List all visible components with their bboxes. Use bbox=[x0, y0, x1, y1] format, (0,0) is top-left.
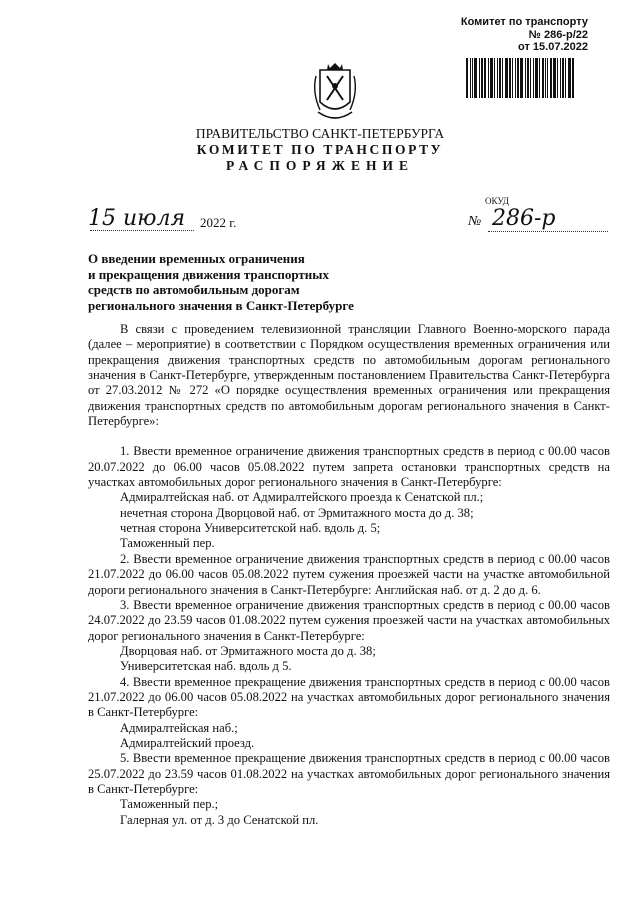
barcode-bar bbox=[545, 58, 546, 98]
barcode-bar bbox=[542, 58, 544, 98]
road-item: Дворцовая наб. от Эрмитажного моста до д. 38; bbox=[120, 643, 376, 658]
item-1-paragraph: 1. Ввести временное ограничение движения транспортных средств в период с 00.00 часов 20.07.2022 до 06.00 часов 05.08.2022 путем запрета остановки транспортных средств на участках автомобильных дорог регионального значения в Санкт-Петербурге: bbox=[88, 444, 610, 490]
road-item: Адмиралтейская наб.; bbox=[120, 720, 238, 735]
stamp-number: № 286-р/22 bbox=[528, 28, 588, 41]
stamp-committee: Комитет по транспорту bbox=[460, 16, 588, 28]
barcode-bar bbox=[550, 58, 552, 98]
barcode-bar bbox=[479, 58, 480, 98]
road-item: Таможенный пер. bbox=[120, 536, 215, 551]
item-3-paragraph: 3. Ввести временное ограничение движения транспортных средств в период с 00.00 часов 24.07.2022 до 23.59 часов 01.08.2022 путем сужения проезжей части на участках автомобильных дорог регионального значения в Санкт-Петербурге: bbox=[88, 597, 610, 643]
stamp-date: от 15.07.2022 bbox=[518, 41, 588, 53]
preamble-paragraph: В связи с проведением телевизионной трансляции Главного Военно-морского парада (далее – мероприятие) в соответствии с Порядком осуществления временных ограничения или прекращения движения транспортных средств по автомобильным дорогам регионального значения в Санкт-Петербурге, утвержденным постановлением Правительства Санкт-Петербурга от 27.03.2012 № 272 «О порядке осуществления временных ограничения или прекращения движения транспортных средств по автомобильным дорогам регионального значения в Санкт-Петербурге»: bbox=[88, 322, 610, 429]
item-5-paragraph: 5. Ввести временное прекращение движения транспортных средств в период с 00.00 часов 25.07.2022 до 23.59 часов 01.08.2022 на участках автомобильных дорог регионального значения в Санкт-Петербурге: bbox=[88, 751, 610, 796]
barcode-bar bbox=[525, 58, 526, 98]
barcode-bar bbox=[474, 58, 477, 98]
barcode-bar bbox=[553, 58, 556, 98]
barcode-bar bbox=[539, 58, 540, 98]
barcode-bar bbox=[572, 58, 574, 98]
registration-stamp bbox=[438, 16, 588, 54]
document-type: РАСПОРЯЖЕНИЕ bbox=[225, 158, 415, 173]
barcode-bar bbox=[499, 58, 501, 98]
barcode-bar bbox=[530, 58, 531, 98]
document-title bbox=[88, 251, 388, 313]
handwritten-number: 286-р bbox=[492, 206, 556, 231]
handwritten-date: 15 июля bbox=[88, 206, 186, 231]
barcode-bar bbox=[520, 58, 523, 98]
barcode-bar bbox=[481, 58, 483, 98]
barcode-bar bbox=[509, 58, 511, 98]
road-item: Галерная ул. от д. 3 до Сенатской пл. bbox=[120, 812, 319, 827]
document-body bbox=[88, 322, 610, 828]
barcode-bar bbox=[560, 58, 561, 98]
title-line: средств по автомобильным дорогам bbox=[88, 282, 300, 298]
barcode-bar bbox=[527, 58, 529, 98]
number-label: № bbox=[468, 214, 482, 229]
barcode-bar bbox=[533, 58, 534, 98]
road-item: Адмиралтейский проезд. bbox=[120, 735, 255, 750]
barcode-bar bbox=[568, 58, 571, 98]
committee-name: КОМИТЕТ ПО ТРАНСПОРТУ bbox=[196, 142, 444, 157]
barcode bbox=[466, 58, 584, 98]
coat-of-arms-icon bbox=[310, 62, 360, 124]
road-item: Адмиралтейская наб. от Адмиралтейского проезда к Сенатской пл.; bbox=[120, 490, 484, 505]
barcode-bar bbox=[505, 58, 508, 98]
barcode-bar bbox=[466, 58, 468, 98]
barcode-bar bbox=[484, 58, 486, 98]
barcode-bar bbox=[494, 58, 495, 98]
number-underline bbox=[488, 231, 608, 232]
barcode-bar bbox=[565, 58, 566, 98]
road-item: Университетская наб. вдоль д 5. bbox=[120, 659, 292, 674]
barcode-bar bbox=[488, 58, 489, 98]
barcode-bar bbox=[512, 58, 513, 98]
title-line: регионального значения в Санкт-Петербурге bbox=[88, 297, 354, 313]
road-item: нечетная сторона Дворцовой наб. от Эрмитажного моста до д. 38; bbox=[120, 505, 474, 520]
date-underline bbox=[90, 230, 194, 231]
road-item: Таможенный пер.; bbox=[120, 797, 219, 812]
barcode-bar bbox=[472, 58, 473, 98]
barcode-bar bbox=[490, 58, 493, 98]
title-line: и прекращения движения транспортных bbox=[88, 266, 329, 282]
item-4-paragraph: 4. Ввести временное прекращение движения транспортных средств в период с 00.00 часов 21.07.2022 до 06.00 часов 05.08.2022 на участках автомобильных дорог регионального значения в Санкт-Петербурге: bbox=[88, 674, 610, 720]
barcode-bar bbox=[562, 58, 564, 98]
barcode-bar bbox=[547, 58, 548, 98]
title-line: О введении временных ограничения bbox=[88, 251, 305, 266]
okud-label: ОКУД bbox=[485, 196, 509, 206]
barcode-bar bbox=[497, 58, 498, 98]
barcode-bar bbox=[470, 58, 471, 98]
barcode-bar bbox=[515, 58, 516, 98]
barcode-bar bbox=[535, 58, 538, 98]
barcode-bar bbox=[557, 58, 558, 98]
barcode-bar bbox=[502, 58, 503, 98]
road-item: четная сторона Университетской наб. вдоль д. 5; bbox=[120, 521, 381, 536]
document-year: 2022 г. bbox=[200, 215, 237, 230]
government-name: ПРАВИТЕЛЬСТВО САНКТ-ПЕТЕРБУРГА bbox=[195, 126, 445, 141]
item-2-paragraph: 2. Ввести временное ограничение движения транспортных средств в период с 00.00 часов 21.07.2022 до 06.00 часов 05.08.2022 путем сужения проезжей части на участке автомобильной дороги регионального значения в Санкт-Петербурге: Английская наб. от д. 2 до д. 6. bbox=[88, 551, 610, 597]
barcode-bar bbox=[517, 58, 519, 98]
